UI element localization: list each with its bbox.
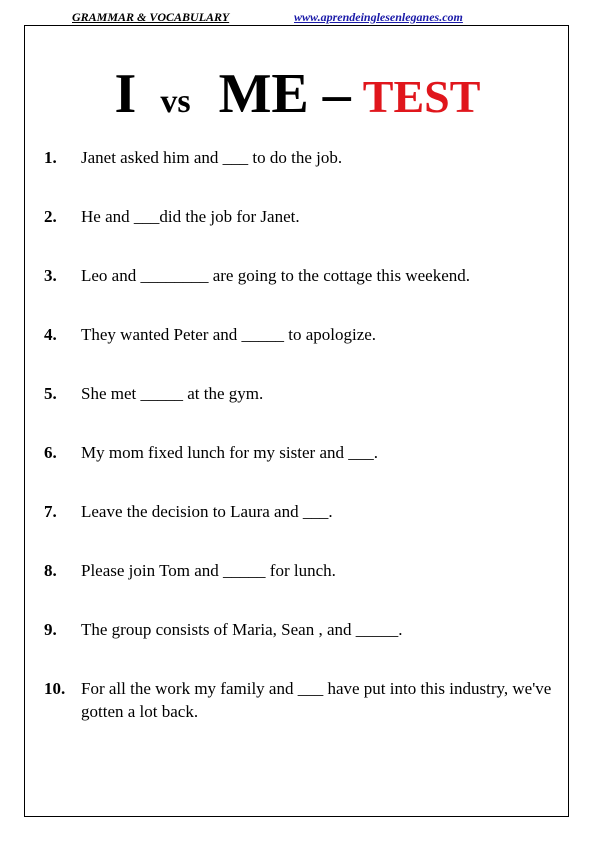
question-text: Please join Tom and _____ for lunch.: [81, 561, 336, 580]
question-item: [44, 441, 554, 464]
question-item: [44, 559, 554, 582]
question-text: Janet asked him and ___ to do the job.: [81, 148, 343, 167]
question-item: [44, 323, 554, 346]
title-vs: vs: [160, 83, 191, 120]
question-item: [44, 677, 554, 723]
question-text: My mom fixed lunch for my sister and ___.: [81, 443, 378, 462]
question-item: [44, 264, 554, 287]
question-text: They wanted Peter and _____ to apologize.: [81, 325, 377, 344]
page-title: [0, 62, 595, 126]
question-number: 5.: [44, 384, 57, 403]
question-text: The group consists of Maria, Sean , and _____.: [81, 620, 403, 639]
question-number: 3.: [44, 266, 57, 285]
question-number: 9.: [44, 620, 57, 639]
question-text: He and ___did the job for Janet.: [81, 207, 300, 226]
title-i: I: [114, 63, 137, 125]
question-number: 4.: [44, 325, 57, 344]
question-number: 10.: [44, 679, 66, 698]
question-text: Leave the decision to Laura and ___.: [81, 502, 333, 521]
question-number: 1.: [44, 148, 57, 167]
question-text: Leo and ________ are going to the cottage this weekend.: [81, 266, 470, 285]
question-number: 8.: [44, 561, 57, 580]
header-website-link[interactable]: www.aprendeinglesenleganes.com: [294, 10, 463, 24]
title-me: ME: [218, 63, 309, 125]
title-dash: –: [322, 63, 351, 125]
question-item: [44, 382, 554, 405]
question-number: 7.: [44, 502, 57, 521]
question-item: [44, 205, 554, 228]
question-number: 6.: [44, 443, 57, 462]
question-item: [44, 146, 554, 169]
question-text: She met _____ at the gym.: [81, 384, 264, 403]
question-item: [44, 500, 554, 523]
question-item: [44, 618, 554, 641]
question-number: 2.: [44, 207, 57, 226]
title-test: TEST: [362, 71, 481, 122]
question-text: For all the work my family and ___ have put into this industry, we've gotten a lot back.: [81, 679, 552, 721]
header-section-label: GRAMMAR & VOCABULARY: [72, 10, 230, 24]
